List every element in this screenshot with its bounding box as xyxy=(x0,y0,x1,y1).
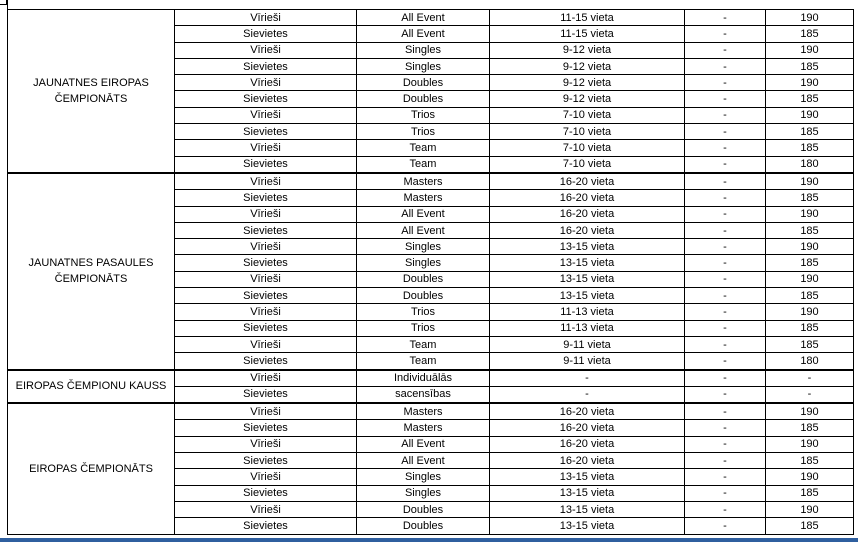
dash-cell: - xyxy=(685,190,766,206)
event-cell: Team xyxy=(357,353,490,370)
gender-cell: Vīrieši xyxy=(175,239,357,255)
dash-cell: - xyxy=(685,403,766,420)
event-cell: Singles xyxy=(357,255,490,271)
table-row xyxy=(8,10,854,26)
gender-cell: Sievietes xyxy=(175,453,357,469)
place-cell: 13-15 vieta xyxy=(490,271,685,287)
event-cell: Trios xyxy=(357,304,490,320)
dash-cell: - xyxy=(685,107,766,123)
gender-cell: Sievietes xyxy=(175,222,357,238)
gender-cell: Sievietes xyxy=(175,485,357,501)
event-cell: Singles xyxy=(357,469,490,485)
gender-cell: Vīrieši xyxy=(175,370,357,387)
table-top-edge xyxy=(7,0,854,9)
gender-cell: Vīrieši xyxy=(175,436,357,452)
event-cell: Trios xyxy=(357,107,490,123)
gender-cell: Sievietes xyxy=(175,26,357,42)
score-cell: 185 xyxy=(766,288,854,304)
group-name-cell: JAUNATNES PASAULES ČEMPIONĀTS xyxy=(8,173,175,370)
score-cell: 180 xyxy=(766,353,854,370)
event-cell: Trios xyxy=(357,320,490,336)
place-cell: 16-20 vieta xyxy=(490,453,685,469)
gender-cell: Sievietes xyxy=(175,255,357,271)
place-cell: 16-20 vieta xyxy=(490,403,685,420)
dash-cell: - xyxy=(685,386,766,403)
score-cell: 190 xyxy=(766,304,854,320)
score-cell: 185 xyxy=(766,485,854,501)
results-table-body xyxy=(8,10,854,535)
event-cell: Masters xyxy=(357,173,490,190)
score-cell: - xyxy=(766,370,854,387)
score-cell: 185 xyxy=(766,420,854,436)
event-cell: Masters xyxy=(357,420,490,436)
score-cell: 185 xyxy=(766,91,854,107)
dash-cell: - xyxy=(685,124,766,140)
gender-cell: Vīrieši xyxy=(175,271,357,287)
gender-cell: Vīrieši xyxy=(175,336,357,352)
event-cell: Masters xyxy=(357,190,490,206)
event-cell: All Event xyxy=(357,222,490,238)
place-cell: 9-11 vieta xyxy=(490,336,685,352)
place-cell: 11-15 vieta xyxy=(490,10,685,26)
score-cell: 185 xyxy=(766,26,854,42)
score-cell: 190 xyxy=(766,75,854,91)
place-cell: - xyxy=(490,370,685,387)
event-cell: Masters xyxy=(357,403,490,420)
place-cell: 16-20 vieta xyxy=(490,222,685,238)
dash-cell: - xyxy=(685,140,766,156)
gender-cell: Sievietes xyxy=(175,420,357,436)
event-cell: Team xyxy=(357,156,490,173)
place-cell: 13-15 vieta xyxy=(490,239,685,255)
place-cell: 13-15 vieta xyxy=(490,469,685,485)
score-cell: 185 xyxy=(766,320,854,336)
place-cell: - xyxy=(490,386,685,403)
dash-cell: - xyxy=(685,222,766,238)
dash-cell: - xyxy=(685,320,766,336)
event-cell: Doubles xyxy=(357,271,490,287)
dash-cell: - xyxy=(685,518,766,534)
event-cell: Doubles xyxy=(357,501,490,517)
event-cell: Doubles xyxy=(357,288,490,304)
bottom-bar xyxy=(0,538,858,542)
gender-cell: Sievietes xyxy=(175,518,357,534)
group-name-cell: EIROPAS ČEMPIONU KAUSS xyxy=(8,370,175,404)
dash-cell: - xyxy=(685,42,766,58)
table-row xyxy=(8,370,854,387)
place-cell: 9-12 vieta xyxy=(490,91,685,107)
dash-cell: - xyxy=(685,420,766,436)
results-table xyxy=(7,9,854,535)
score-cell: 190 xyxy=(766,107,854,123)
dash-cell: - xyxy=(685,370,766,387)
table-row xyxy=(8,173,854,190)
group-name-cell: EIROPAS ČEMPIONĀTS xyxy=(8,403,175,534)
gender-cell: Vīrieši xyxy=(175,140,357,156)
score-cell: 185 xyxy=(766,255,854,271)
event-cell: Individuālās xyxy=(357,370,490,387)
score-cell: 190 xyxy=(766,469,854,485)
event-cell: All Event xyxy=(357,436,490,452)
dash-cell: - xyxy=(685,336,766,352)
gender-cell: Vīrieši xyxy=(175,304,357,320)
event-cell: Singles xyxy=(357,42,490,58)
score-cell: 190 xyxy=(766,42,854,58)
dash-cell: - xyxy=(685,58,766,74)
gender-cell: Sievietes xyxy=(175,58,357,74)
event-cell: Singles xyxy=(357,239,490,255)
gender-cell: Sievietes xyxy=(175,124,357,140)
gender-cell: Vīrieši xyxy=(175,173,357,190)
score-cell: 185 xyxy=(766,336,854,352)
gender-cell: Vīrieši xyxy=(175,469,357,485)
place-cell: 7-10 vieta xyxy=(490,140,685,156)
gender-cell: Sievietes xyxy=(175,288,357,304)
dash-cell: - xyxy=(685,206,766,222)
score-cell: 185 xyxy=(766,124,854,140)
gender-cell: Vīrieši xyxy=(175,501,357,517)
place-cell: 9-12 vieta xyxy=(490,42,685,58)
score-cell: 185 xyxy=(766,222,854,238)
corner-mark xyxy=(0,0,7,5)
place-cell: 13-15 vieta xyxy=(490,255,685,271)
group-name-cell: JAUNATNES EIROPAS ČEMPIONĀTS xyxy=(8,10,175,173)
dash-cell: - xyxy=(685,469,766,485)
place-cell: 16-20 vieta xyxy=(490,420,685,436)
event-cell: Doubles xyxy=(357,518,490,534)
dash-cell: - xyxy=(685,91,766,107)
place-cell: 9-11 vieta xyxy=(490,353,685,370)
place-cell: 11-13 vieta xyxy=(490,304,685,320)
dash-cell: - xyxy=(685,501,766,517)
dash-cell: - xyxy=(685,255,766,271)
dash-cell: - xyxy=(685,156,766,173)
place-cell: 16-20 vieta xyxy=(490,436,685,452)
event-cell: Doubles xyxy=(357,75,490,91)
score-cell: 190 xyxy=(766,10,854,26)
gender-cell: Vīrieši xyxy=(175,107,357,123)
place-cell: 16-20 vieta xyxy=(490,206,685,222)
place-cell: 11-13 vieta xyxy=(490,320,685,336)
score-cell: 190 xyxy=(766,501,854,517)
gender-cell: Sievietes xyxy=(175,320,357,336)
gender-cell: Sievietes xyxy=(175,353,357,370)
gender-cell: Vīrieši xyxy=(175,403,357,420)
gender-cell: Sievietes xyxy=(175,91,357,107)
score-cell: 180 xyxy=(766,156,854,173)
dash-cell: - xyxy=(685,436,766,452)
event-cell: sacensības xyxy=(357,386,490,403)
place-cell: 13-15 vieta xyxy=(490,501,685,517)
event-cell: Doubles xyxy=(357,91,490,107)
score-cell: 185 xyxy=(766,518,854,534)
place-cell: 16-20 vieta xyxy=(490,173,685,190)
place-cell: 9-12 vieta xyxy=(490,75,685,91)
place-cell: 7-10 vieta xyxy=(490,124,685,140)
dash-cell: - xyxy=(685,485,766,501)
score-cell: 185 xyxy=(766,140,854,156)
place-cell: 7-10 vieta xyxy=(490,107,685,123)
place-cell: 7-10 vieta xyxy=(490,156,685,173)
gender-cell: Vīrieši xyxy=(175,206,357,222)
dash-cell: - xyxy=(685,173,766,190)
event-cell: Team xyxy=(357,336,490,352)
gender-cell: Sievietes xyxy=(175,386,357,403)
place-cell: 13-15 vieta xyxy=(490,288,685,304)
score-cell: 190 xyxy=(766,173,854,190)
event-cell: All Event xyxy=(357,10,490,26)
dash-cell: - xyxy=(685,26,766,42)
score-cell: 190 xyxy=(766,239,854,255)
score-cell: 190 xyxy=(766,436,854,452)
score-cell: 185 xyxy=(766,453,854,469)
dash-cell: - xyxy=(685,304,766,320)
score-cell: 185 xyxy=(766,190,854,206)
dash-cell: - xyxy=(685,271,766,287)
dash-cell: - xyxy=(685,353,766,370)
event-cell: All Event xyxy=(357,26,490,42)
dash-cell: - xyxy=(685,288,766,304)
place-cell: 16-20 vieta xyxy=(490,190,685,206)
place-cell: 13-15 vieta xyxy=(490,485,685,501)
gender-cell: Vīrieši xyxy=(175,42,357,58)
gender-cell: Sievietes xyxy=(175,190,357,206)
event-cell: Singles xyxy=(357,58,490,74)
score-cell: 190 xyxy=(766,403,854,420)
score-cell: 190 xyxy=(766,271,854,287)
gender-cell: Vīrieši xyxy=(175,75,357,91)
event-cell: All Event xyxy=(357,453,490,469)
event-cell: Team xyxy=(357,140,490,156)
score-cell: 190 xyxy=(766,206,854,222)
gender-cell: Sievietes xyxy=(175,156,357,173)
gender-cell: Vīrieši xyxy=(175,10,357,26)
dash-cell: - xyxy=(685,75,766,91)
place-cell: 13-15 vieta xyxy=(490,518,685,534)
place-cell: 9-12 vieta xyxy=(490,58,685,74)
dash-cell: - xyxy=(685,453,766,469)
score-cell: - xyxy=(766,386,854,403)
event-cell: Singles xyxy=(357,485,490,501)
dash-cell: - xyxy=(685,239,766,255)
event-cell: Trios xyxy=(357,124,490,140)
score-cell: 185 xyxy=(766,58,854,74)
event-cell: All Event xyxy=(357,206,490,222)
dash-cell: - xyxy=(685,10,766,26)
table-row xyxy=(8,403,854,420)
place-cell: 11-15 vieta xyxy=(490,26,685,42)
